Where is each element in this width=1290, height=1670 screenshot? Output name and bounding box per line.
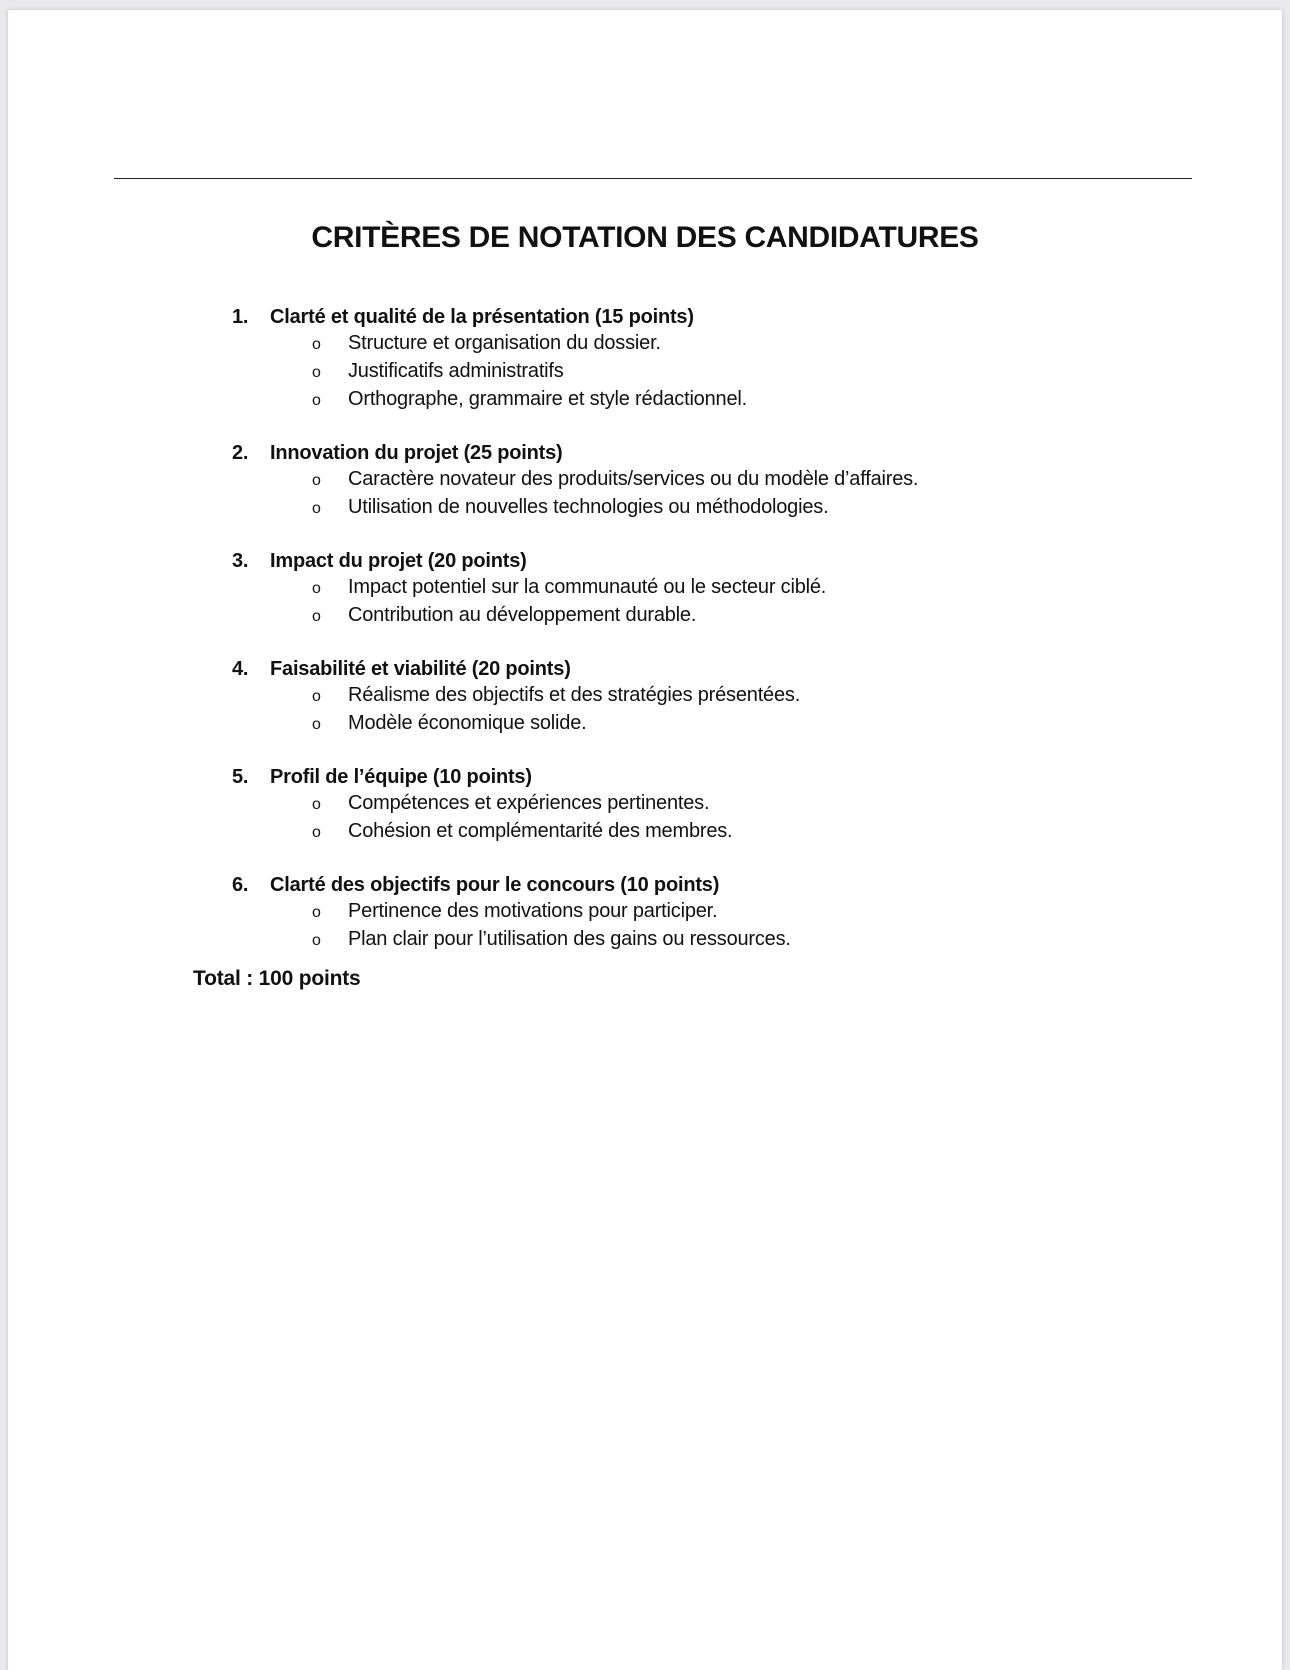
sub-criteria-list [232, 898, 1232, 954]
criterion-number: 6. [232, 874, 249, 896]
criterion-item [232, 764, 1232, 846]
circle-bullet-icon: o [312, 336, 321, 353]
criterion-heading [232, 764, 1232, 790]
circle-bullet-icon: o [312, 500, 321, 517]
criterion-heading-text: Impact du projet (20 points) [270, 550, 527, 572]
criterion-heading-text: Clarté et qualité de la présentation (15 points) [270, 306, 694, 328]
criterion-item [232, 872, 1232, 954]
criterion-number: 3. [232, 550, 249, 572]
sub-criterion [312, 926, 1232, 954]
circle-bullet-icon: o [312, 824, 321, 841]
sub-criterion [312, 386, 1232, 414]
sub-criteria-list [232, 790, 1232, 846]
sub-criterion [312, 710, 1232, 738]
sub-criterion [312, 602, 1232, 630]
sub-criterion-text: Cohésion et complémentarité des membres. [348, 820, 733, 842]
sub-criterion [312, 494, 1232, 522]
circle-bullet-icon: o [312, 392, 321, 409]
circle-bullet-icon: o [312, 716, 321, 733]
criterion-heading [232, 440, 1232, 466]
criterion-heading-text: Profil de l’équipe (10 points) [270, 766, 532, 788]
document-title: CRITÈRES DE NOTATION DES CANDIDATURES [311, 221, 979, 254]
sub-criterion-text: Utilisation de nouvelles technologies ou méthodologies. [348, 496, 829, 518]
criterion-number: 1. [232, 306, 249, 328]
sub-criterion-text: Justificatifs administratifs [348, 360, 564, 382]
sub-criteria-list [232, 574, 1232, 630]
sub-criterion [312, 790, 1232, 818]
criterion-heading [232, 872, 1232, 898]
criterion-heading-text: Innovation du projet (25 points) [270, 442, 563, 464]
circle-bullet-icon: o [312, 580, 321, 597]
criterion-heading-text: Clarté des objectifs pour le concours (10 points) [270, 874, 720, 896]
sub-criterion [312, 466, 1232, 494]
sub-criterion-text: Pertinence des motivations pour participer. [348, 900, 718, 922]
sub-criterion-text: Impact potentiel sur la communauté ou le secteur ciblé. [348, 576, 827, 598]
header-rule [114, 178, 1192, 179]
sub-criterion-text: Compétences et expériences pertinentes. [348, 792, 710, 814]
sub-criterion [312, 574, 1232, 602]
sub-criterion-text: Plan clair pour l’utilisation des gains ou ressources. [348, 928, 791, 950]
sub-criteria-list [232, 682, 1232, 738]
circle-bullet-icon: o [312, 472, 321, 489]
sub-criteria-list [232, 466, 1232, 522]
criterion-heading-text: Faisabilité et viabilité (20 points) [270, 658, 571, 680]
circle-bullet-icon: o [312, 608, 321, 625]
sub-criterion [312, 330, 1232, 358]
sub-criterion-text: Contribution au développement durable. [348, 604, 697, 626]
sub-criterion-text: Structure et organisation du dossier. [348, 332, 661, 354]
criteria-list [232, 304, 1232, 980]
sub-criterion [312, 358, 1232, 386]
criterion-item [232, 548, 1232, 630]
circle-bullet-icon: o [312, 364, 321, 381]
criterion-item [232, 440, 1232, 522]
sub-criteria-list [232, 330, 1232, 414]
total-points: Total : 100 points [193, 967, 361, 990]
circle-bullet-icon: o [312, 904, 321, 921]
criterion-number: 4. [232, 658, 249, 680]
document-page [8, 10, 1282, 1670]
criterion-number: 5. [232, 766, 249, 788]
criterion-heading [232, 304, 1232, 330]
sub-criterion [312, 682, 1232, 710]
sub-criterion-text: Caractère novateur des produits/services ou du modèle d’affaires. [348, 468, 919, 490]
sub-criterion [312, 898, 1232, 926]
circle-bullet-icon: o [312, 688, 321, 705]
sub-criterion [312, 818, 1232, 846]
sub-criterion-text: Modèle économique solide. [348, 712, 587, 734]
criterion-number: 2. [232, 442, 249, 464]
criterion-heading [232, 656, 1232, 682]
circle-bullet-icon: o [312, 796, 321, 813]
criterion-heading [232, 548, 1232, 574]
circle-bullet-icon: o [312, 932, 321, 949]
criterion-item [232, 304, 1232, 414]
criterion-item [232, 656, 1232, 738]
sub-criterion-text: Réalisme des objectifs et des stratégies présentées. [348, 684, 801, 706]
sub-criterion-text: Orthographe, grammaire et style rédactionnel. [348, 388, 747, 410]
